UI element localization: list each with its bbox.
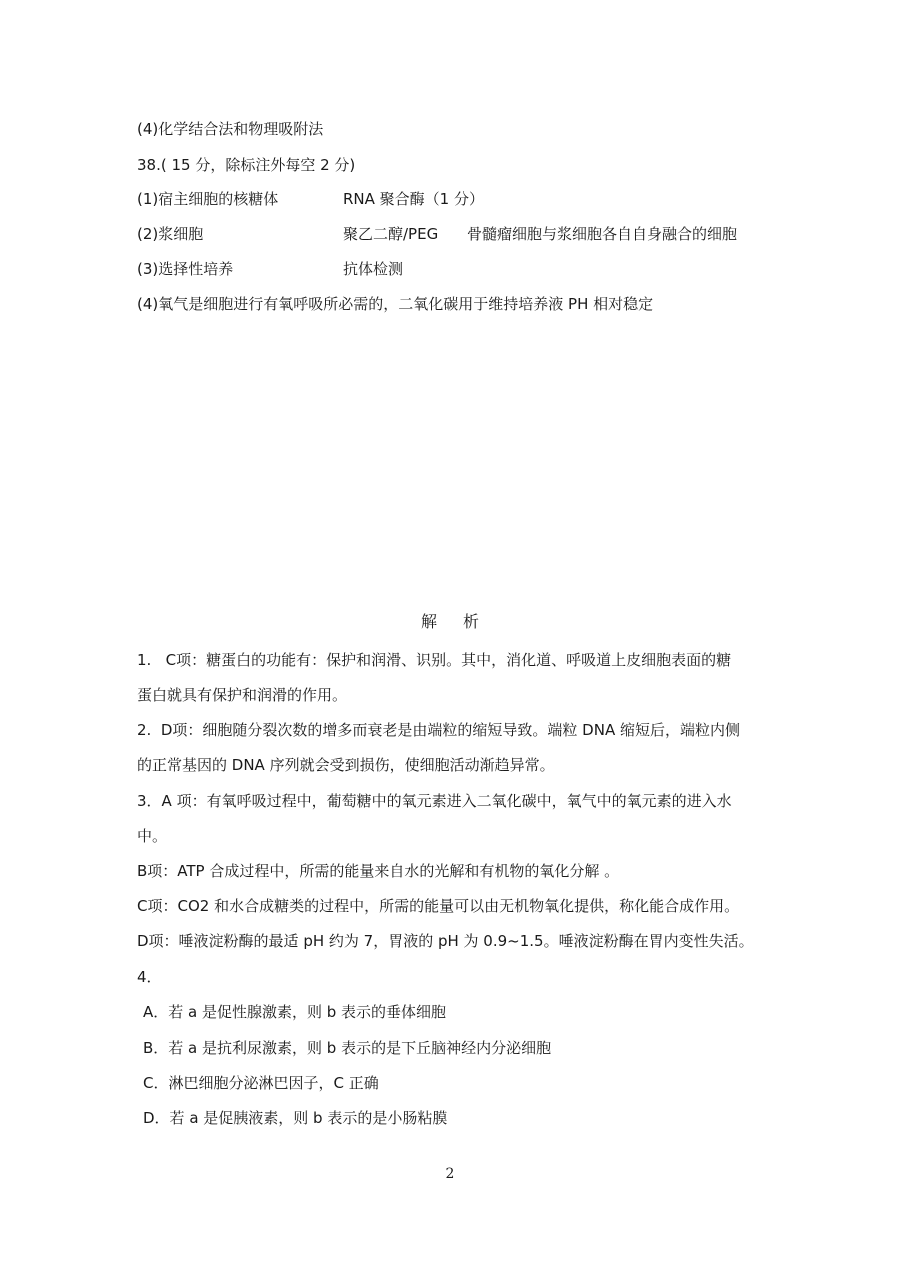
analysis-paragraph: 3．A 项：有氧呼吸过程中，葡萄糖中的氧元素进入二氧化碳中，氧气中的氧元素的进入水 [137, 792, 732, 810]
analysis-paragraph: C项：CO2 和水合成糖类的过程中，所需的能量可以由无机物氧化提供，称化能合成作用。 [137, 897, 740, 915]
analysis-paragraph: B项：ATP 合成过程中，所需的能量来自水的光解和有机物的氧化分解 。 [137, 862, 620, 880]
analysis-title: 解析 [420, 612, 505, 631]
analysis-paragraph: 中。 [137, 827, 168, 845]
analysis-paragraph: 蛋白就具有保护和润滑的作用。 [137, 686, 348, 704]
answer-item-label: (3)选择性培养 [137, 260, 234, 278]
option-item: A．若 a 是促性腺激素，则 b 表示的垂体细胞 [143, 1003, 447, 1021]
answer-item-label: (1)宿主细胞的核糖体 [137, 190, 279, 208]
answer-item-value: 骨髓瘤细胞与浆细胞各自自身融合的细胞 [467, 225, 738, 243]
answer-item-value: 抗体检测 [343, 260, 404, 278]
option-item: C．淋巴细胞分泌淋巴因子，C 正确 [143, 1074, 379, 1092]
analysis-paragraph: 的正常基因的 DNA 序列就会受到损伤，使细胞活动渐趋异常。 [137, 756, 555, 774]
answer-line: (4)化学结合法和物理吸附法 [137, 120, 324, 138]
analysis-paragraph: D项：唾液淀粉酶的最适 pH 约为 7，胃液的 pH 为 0.9~1.5。唾液淀粉酶在胃内变性失活。 [137, 932, 754, 950]
answer-line: (4)氧气是细胞进行有氧呼吸所必需的，二氧化碳用于维持培养液 PH 相对稳定 [137, 295, 654, 313]
option-item: D．若 a 是促胰液素，则 b 表示的是小肠粘膜 [143, 1109, 448, 1127]
page-number: 2 [445, 1166, 455, 1182]
analysis-paragraph: 2. D项：细胞随分裂次数的增多而衰老是由端粒的缩短导致。端粒 DNA 缩短后，端粒内侧 [137, 721, 740, 739]
analysis-paragraph: 4． [137, 968, 162, 986]
answer-item-label: (2)浆细胞 [137, 225, 204, 243]
answer-item-value: 聚乙二醇/PEG [343, 225, 439, 243]
answer-item-value: RNA 聚合酶（1 分） [343, 190, 484, 208]
option-item: B．若 a 是抗利尿激素，则 b 表示的是下丘脑神经内分泌细胞 [143, 1039, 552, 1057]
analysis-paragraph: 1. C项：糖蛋白的功能有：保护和润滑、识别。其中，消化道、呼吸道上皮细胞表面的糖 [137, 651, 732, 669]
section-heading: 38.( 15 分，除标注外每空 2 分) [137, 156, 356, 174]
